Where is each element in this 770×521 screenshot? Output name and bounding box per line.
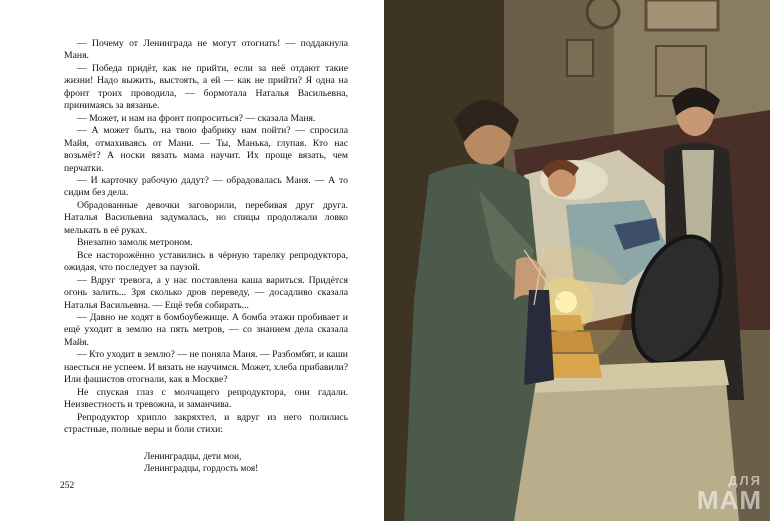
- paragraph: — И карточку рабочую дадут? — обрадовалась Маня. — А то сидим без дела.: [64, 174, 348, 199]
- paragraph: — Вдруг тревога, а у нас поставлена каша вариться. Придётся огонь залить... Зря сколько дров переведу, — досадливо сказала Наталья Васильевна. — Ещё тебя собирать...: [64, 274, 348, 311]
- poem-line: Ленинградцы, гордость моя!: [144, 464, 259, 474]
- picture-frame: [646, 0, 718, 30]
- paragraph: — Почему от Ленинграда не могут отогнать! — поддакнула Маня.: [64, 38, 348, 62]
- poem-quote: [64, 451, 348, 476]
- left-page: [0, 0, 384, 521]
- watermark-line: МАМ: [696, 485, 762, 515]
- paragraph: — Давно не ходят в бомбоубежище. А бомба этажи пробивает и ещё уходит в землю на пять метров, — со знанием дела сказала Майя.: [64, 311, 348, 348]
- paragraph: Не спуская глаз с молчащего репродуктора, они гадали. Неизвестность и тревожна, и заманчива.: [64, 386, 348, 411]
- watermark-line: ДЛЯ: [728, 473, 762, 488]
- page-number: 252: [60, 481, 75, 491]
- small-frame: [567, 40, 593, 76]
- paragraph: Все насторожённо уставились в чёрную тарелку репродуктора, ожидая, что последует за паузой.: [64, 249, 348, 274]
- illustration-page: [384, 0, 770, 521]
- paragraph: Внезапно замолк метроном.: [77, 237, 193, 249]
- paragraph: — А может быть, на твою фабрику нам пойти? — спросила Майя, отмахиваясь от Мани. — Ты, Манька, глупая. Кто нас возьмёт? А носки вязать мама научит. Их проще вязать, чем перчатки.: [64, 125, 348, 174]
- paragraph: Обрадованные девочки заговорили, перебивая друг друга. Наталья Васильевна задумалась, но спицы продолжали ловко мелькать в её руках.: [64, 199, 348, 236]
- knitting-sock: [524, 290, 554, 385]
- lamp-base-top: [548, 315, 584, 330]
- paragraph: Репродуктор хрипло закряхтел, и вдруг из него полились страстные, полные веры и боли стихи:: [64, 411, 348, 436]
- poem-line: Ленинградцы, дети мои,: [144, 451, 242, 462]
- paragraph: — Может, и нам на фронт попроситься? — сказала Маня.: [77, 112, 316, 124]
- watermark-logo: [697, 474, 762, 513]
- story-text: [64, 38, 348, 437]
- wall-plate: [587, 0, 619, 28]
- lamp-bulb: [555, 291, 577, 313]
- paragraph: — Кто уходит в землю? — не поняла Маня. — Разбомбят, и каши наесться не успеем. И вязать не научимся. Может, хлеба прибавили? Или фашистов отогнали, как в Москве?: [64, 349, 348, 386]
- paragraph: — Победа придёт, как не прийти, если за неё отдают такие жизни! Надо выжить, выстоять, а ей — как не прийти? Я одна на фронт троих проводила, — бормотала Наталья Васильевна, принимаясь за вязанье.: [64, 62, 348, 112]
- illustration: [384, 0, 770, 521]
